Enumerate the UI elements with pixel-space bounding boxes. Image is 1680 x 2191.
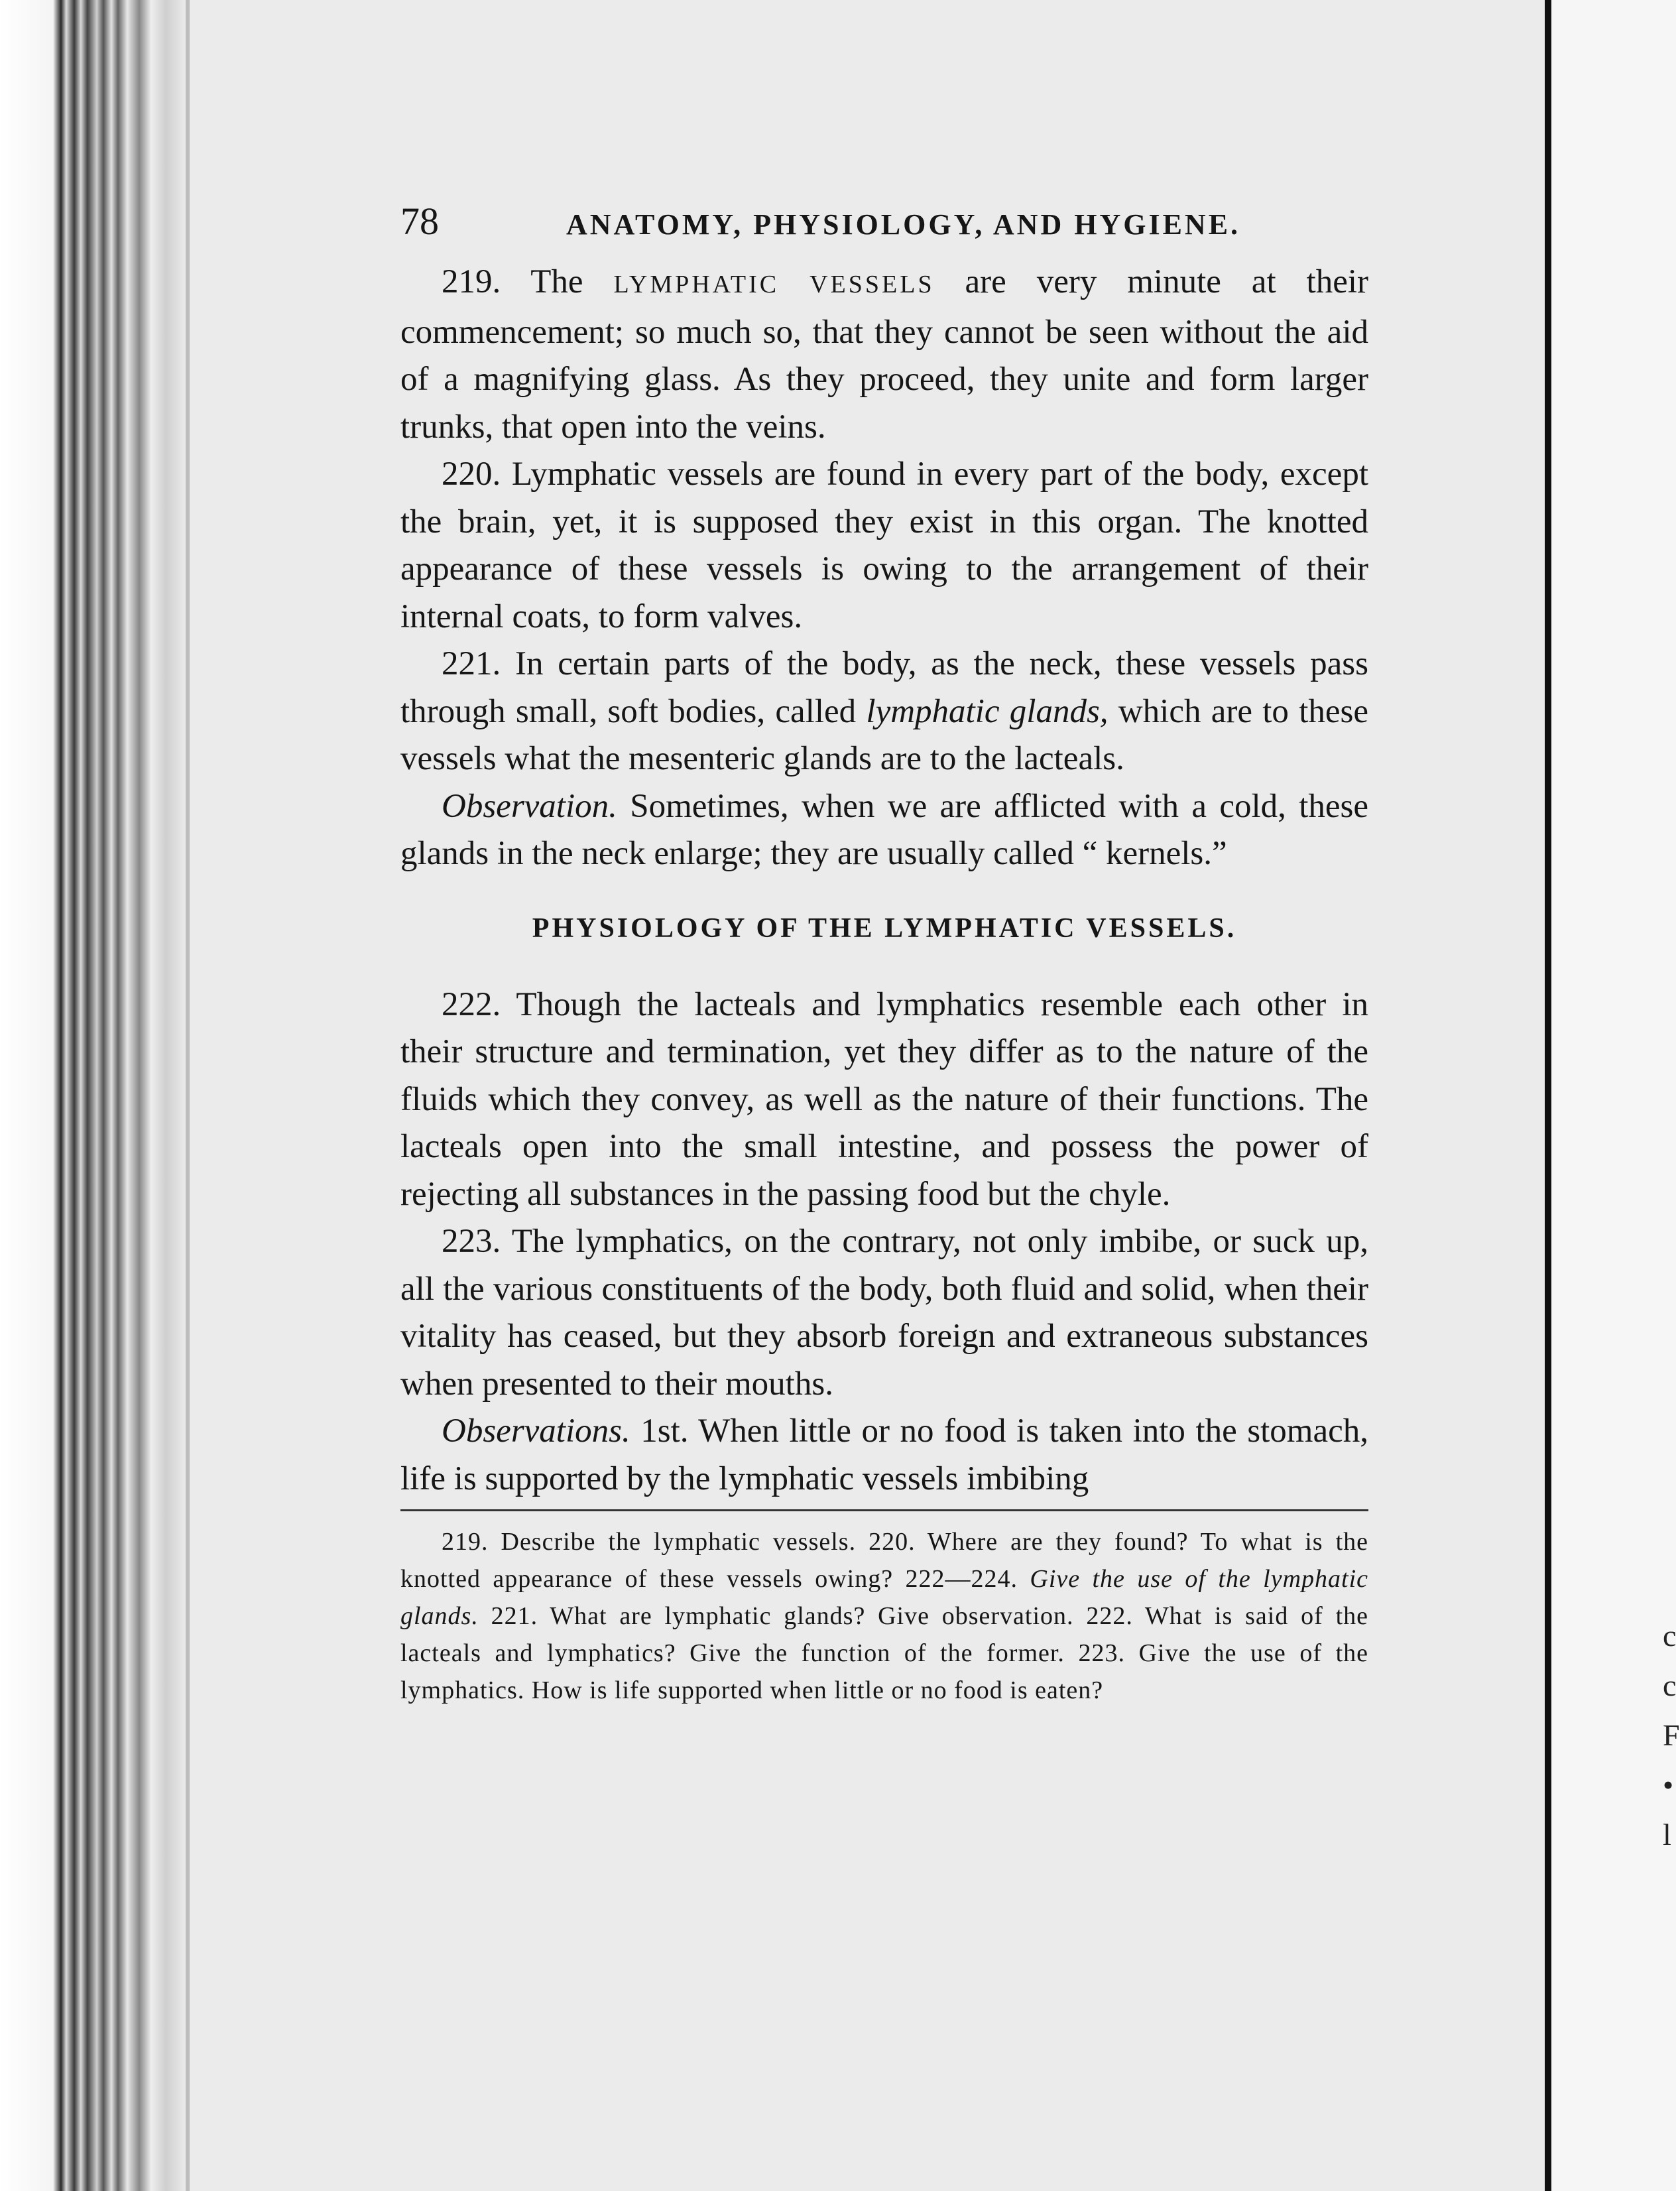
facing-page-fragment: • <box>1663 1768 1674 1802</box>
footnote-questions <box>400 1523 1368 1709</box>
paragraph-222: 222. Though the lacteals and lymphatics resemble each other in their structure and termination, yet they differ as to the nature of the fluids which they convey, as well as the nature of their functions. The lacteals open into the small intestine, and possess the power of rejecting all substances in the passing food but the chyle. <box>400 985 1368 1213</box>
paragraph-219-body: are very minute at their commencement; so much so, that they cannot be seen without the aid of a magnifying glass. As they proceed, they unite and form larger trunks, that open into the veins. <box>400 263 1368 446</box>
book-page-edges <box>0 0 199 2191</box>
page-text <box>400 199 1368 1709</box>
observations-paragraph <box>400 1408 1368 1503</box>
footnote-divider <box>400 1509 1368 1511</box>
footnote-text-start: 219. Describe the lymphatic vessels. 220. Where are they found? To what is the knotted appearance of these vessels owing? 222—224. <box>400 1528 1368 1593</box>
observation-label: Observation. <box>442 787 617 825</box>
observation-paragraph <box>400 783 1368 878</box>
observations-text: 1st. When little or no food is taken into the stomach, life is supported by the lymphatic vessels imbibing <box>400 1412 1368 1497</box>
paragraph-221-end: which are to these vessels what the mesenteric glands are to the lacteals. <box>400 692 1368 777</box>
paragraph-221-term: lymphatic glands, <box>866 692 1109 730</box>
paragraph-219 <box>400 259 1368 451</box>
paragraph-219-start: 219. The <box>442 263 614 300</box>
facing-page-fragment: c <box>1663 1668 1677 1702</box>
paragraph-221-start: 221. In certain parts of the body, as the neck, these vessels pass through small, soft bodies, called <box>400 645 1368 730</box>
observations-label: Observations. <box>442 1412 630 1450</box>
paragraph-223: 223. The lymphatics, on the contrary, not only imbibe, or suck up, all the various constituents of the body, both fluid and solid, when their vitality has ceased, but they absorb foreign and extraneous substances when presented to their mouths. <box>400 1223 1368 1403</box>
observation-text: Sometimes, when we are afflicted with a cold, these glands in the neck enlarge; they are usually called “ kernels.” <box>400 787 1368 872</box>
running-header <box>400 199 1368 259</box>
section-heading: PHYSIOLOGY OF THE LYMPHATIC VESSELS. <box>532 912 1237 944</box>
footnote-text-end: 221. What are lymphatic glands? Give observation. 222. What is said of the lacteals and lymphatics? Give the function of the former. 223. Give the use of the lymphatics. How is life supported when little or no food is eaten? <box>400 1602 1368 1704</box>
page-gutter <box>1545 0 1551 2191</box>
page-number: 78 <box>400 200 439 243</box>
paragraph-219-term: LYMPHATIC VESSELS <box>613 271 935 298</box>
facing-page-fragment: c <box>1663 1619 1677 1653</box>
facing-page-edge <box>1551 0 1680 2191</box>
paragraph-221 <box>400 641 1368 783</box>
facing-page-fragment: F <box>1663 1718 1680 1752</box>
running-title: ANATOMY, PHYSIOLOGY, AND HYGIENE. <box>566 208 1241 241</box>
facing-page-fragment: l <box>1663 1818 1671 1851</box>
footnote-italic: Give the use of the lymphatic glands. <box>400 1565 1369 1630</box>
paragraph-220: 220. Lymphatic vessels are found in every part of the body, except the brain, yet, it is supposed they exist in this organ. The knotted appearance of these vessels is owing to the arrangement of their internal coats, to form valves. <box>400 456 1368 635</box>
